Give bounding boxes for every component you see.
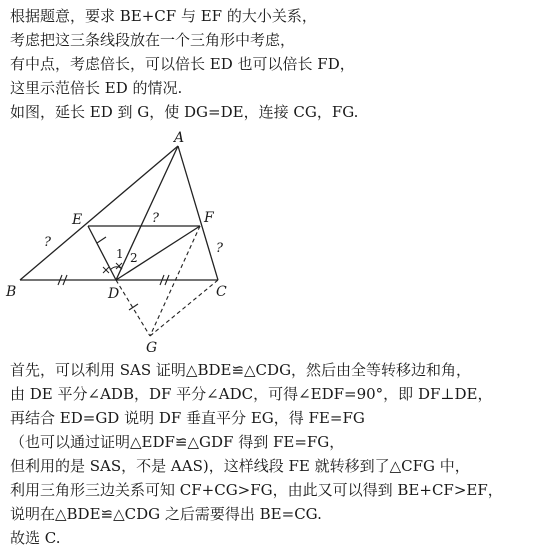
solution-line: 故选 C. (10, 529, 61, 547)
solution-line: 利用三角形三边关系可知 CF+CG>FG，由此又可以得到 BE+CF>EF， (10, 481, 503, 499)
angle-label-2: 2 (130, 251, 138, 265)
solution-line: 由 DE 平分∠ADB，DF 平分∠ADC，可得∠EDF=90°，即 DF⊥DE， (10, 385, 493, 403)
tick-mark (97, 237, 106, 243)
angle-label-1: 1 (116, 247, 124, 261)
label-a: A (174, 130, 185, 146)
solution-line: 说明在△BDE≌△CDG 之后需要得出 BE=CG. (10, 505, 322, 523)
label-g: G (146, 340, 158, 356)
segment-ed (88, 226, 116, 280)
label-d: D (108, 286, 120, 302)
intro-line: 有中点，考虑倍长，可以倍长 ED 也可以倍长 FD， (10, 55, 355, 73)
solution-line: 首先，可以利用 SAS 证明△BDE≌△CDG，然后由全等转移边和角， (10, 361, 472, 379)
intro-line: 这里示范倍长 ED 的情况. (10, 79, 183, 97)
question-mark: ? (152, 211, 159, 226)
solution-line: （也可以通过证明△EDF≌△GDF 得到 FE=FG， (10, 433, 345, 451)
intro-line: 根据题意，要求 BE+CF 与 EF 的大小关系， (10, 7, 317, 25)
label-f: F (204, 210, 214, 226)
tick-mark (129, 304, 138, 310)
intro-line: 如图，延长 ED 到 G，使 DG=DE，连接 CG，FG. (10, 103, 359, 121)
solution-line: 再结合 ED=GD 说明 DF 垂直平分 EG，得 FE=FG (10, 409, 365, 427)
question-mark: ? (44, 235, 51, 250)
segment-dg (116, 280, 150, 336)
intro-line: 考虑把这三条线段放在一个三角形中考虑， (10, 31, 296, 49)
label-b: B (6, 284, 17, 300)
triangle-diagram (0, 126, 260, 356)
segment-cg (150, 280, 218, 336)
question-mark: ? (216, 241, 223, 256)
intro-paragraph (10, 4, 542, 124)
label-e: E (72, 212, 83, 228)
geometry-figure (0, 126, 260, 356)
solution-paragraph (10, 358, 542, 550)
label-c: C (216, 284, 227, 300)
solution-line: 但利用的是 SAS，不是 AAS)，这样线段 FE 就转移到了△CFG 中， (10, 457, 470, 475)
